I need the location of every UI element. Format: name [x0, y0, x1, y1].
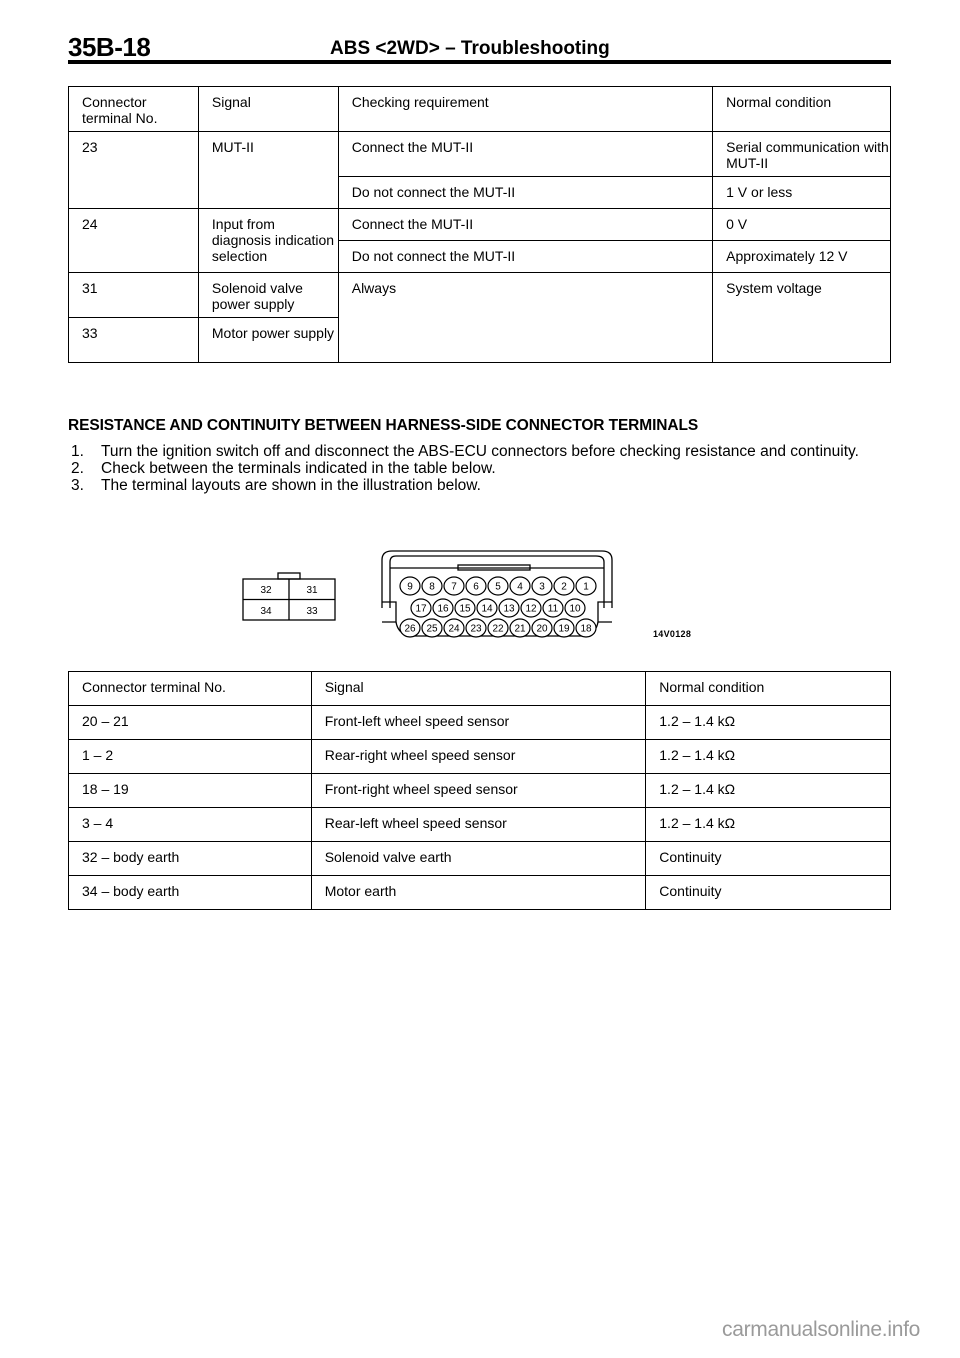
table-cell: Solenoid valve power supply [198, 273, 338, 318]
table-cell: 24 [69, 209, 199, 273]
column-header: Connector terminal No. [69, 672, 312, 706]
table-cell: System voltage [713, 273, 891, 363]
table-cell: 3 – 4 [69, 808, 312, 842]
page-title: ABS <2WD> – Troubleshooting [330, 38, 610, 59]
terminal-label: 3 [539, 581, 545, 593]
list-item [68, 460, 892, 477]
terminal-label: 14 [481, 603, 493, 615]
table-row [69, 876, 891, 910]
terminal-label: 24 [448, 623, 460, 635]
table-cell: 1.2 – 1.4 kΩ [646, 808, 891, 842]
table-cell: MUT-II [198, 132, 338, 209]
terminal-label: 33 [306, 606, 318, 617]
terminal-label: 26 [404, 623, 416, 635]
page-header [68, 30, 891, 64]
table-cell: 33 [69, 318, 199, 363]
terminal-label: 11 [547, 603, 559, 615]
terminal-label: 20 [536, 623, 548, 635]
table-cell: 32 – body earth [69, 842, 312, 876]
table-cell: Rear-right wheel speed sensor [311, 740, 646, 774]
table-cell: Front-left wheel speed sensor [311, 706, 646, 740]
terminal-label: 23 [470, 623, 482, 635]
step-number: 3. [71, 477, 84, 494]
table-cell: Motor earth [311, 876, 646, 910]
step-text: Check between the terminals indicated in the table below. [101, 460, 496, 477]
table-cell: Do not connect the MUT-II [338, 241, 712, 273]
terminal-label: 9 [407, 581, 413, 593]
column-header: Signal [311, 672, 646, 706]
column-header: Checking requirement [338, 87, 712, 132]
small-connector [243, 573, 335, 620]
terminal-label: 8 [429, 581, 435, 593]
terminal-label: 34 [260, 606, 272, 617]
terminal-label: 10 [569, 603, 581, 615]
table-header-row [69, 87, 891, 132]
table-cell: 1 – 2 [69, 740, 312, 774]
step-text: The terminal layouts are shown in the illustration below. [101, 477, 481, 494]
table-row [69, 740, 891, 774]
table-row [69, 808, 891, 842]
table-cell: 34 – body earth [69, 876, 312, 910]
table-row [69, 706, 891, 740]
table-cell: 20 – 21 [69, 706, 312, 740]
terminal-label: 12 [525, 603, 537, 615]
list-item [68, 443, 892, 460]
terminal-voltage-table [68, 86, 891, 363]
terminal-label: 21 [514, 623, 526, 635]
column-header: Normal condition [646, 672, 891, 706]
table-row [69, 209, 891, 241]
table-cell: Rear-left wheel speed sensor [311, 808, 646, 842]
table-cell: 1.2 – 1.4 kΩ [646, 740, 891, 774]
terminal-label: 13 [503, 603, 515, 615]
table-cell: Continuity [646, 876, 891, 910]
terminal-label: 15 [459, 603, 471, 615]
terminal-label: 1 [583, 581, 589, 593]
table-cell: Always [338, 273, 712, 363]
terminal-label: 31 [306, 585, 318, 596]
terminal-label: 4 [517, 581, 523, 593]
table-cell: Solenoid valve earth [311, 842, 646, 876]
large-connector-pins [400, 577, 596, 637]
terminal-label: 16 [437, 603, 449, 615]
table-cell: Input from diagnosis indication selection [198, 209, 338, 273]
table-cell: 23 [69, 132, 199, 209]
procedure-steps [68, 443, 892, 494]
column-header: Normal condition [713, 87, 891, 132]
step-text: Turn the ignition switch off and disconnect the ABS-ECU connectors before checking resistance and continuity. [101, 443, 859, 460]
table-cell: 0 V [713, 209, 891, 241]
terminal-label: 32 [260, 585, 272, 596]
table-cell: 31 [69, 273, 199, 318]
table-cell: 1.2 – 1.4 kΩ [646, 774, 891, 808]
step-number: 2. [71, 460, 84, 477]
table-cell: Continuity [646, 842, 891, 876]
table-row [69, 132, 891, 177]
table-cell: 1.2 – 1.4 kΩ [646, 706, 891, 740]
terminal-label: 5 [495, 581, 501, 593]
table-cell: Serial communication with MUT-II [713, 132, 891, 177]
terminal-label: 22 [492, 623, 504, 635]
column-header: Signal [198, 87, 338, 132]
terminal-label: 7 [451, 581, 457, 593]
terminal-label: 6 [473, 581, 479, 593]
column-header: Connector terminal No. [69, 87, 199, 132]
table-header-row [69, 672, 891, 706]
table-cell: Connect the MUT-II [338, 209, 712, 241]
section-title: RESISTANCE AND CONTINUITY BETWEEN HARNESS-SIDE CONNECTOR TERMINALS [68, 417, 699, 434]
table-cell: Front-right wheel speed sensor [311, 774, 646, 808]
terminal-label: 25 [426, 623, 438, 635]
table-cell: Motor power supply [198, 318, 338, 363]
table-row [69, 774, 891, 808]
terminal-label: 17 [415, 603, 427, 615]
table-row [69, 273, 891, 318]
terminal-label: 2 [561, 581, 567, 593]
terminal-label: 18 [580, 623, 592, 635]
figure-code: 14V0128 [653, 629, 692, 639]
table-cell: Do not connect the MUT-II [338, 177, 712, 209]
table-cell: Connect the MUT-II [338, 132, 712, 177]
terminal-label: 19 [558, 623, 570, 635]
table-row [69, 842, 891, 876]
resistance-continuity-table [68, 671, 891, 910]
page-number: 35B-18 [68, 32, 151, 62]
table-cell: Approximately 12 V [713, 241, 891, 273]
step-number: 1. [71, 443, 84, 460]
table-cell: 1 V or less [713, 177, 891, 209]
watermark: carmanualsonline.info [722, 1318, 920, 1341]
table-cell: 18 – 19 [69, 774, 312, 808]
list-item [68, 477, 892, 494]
